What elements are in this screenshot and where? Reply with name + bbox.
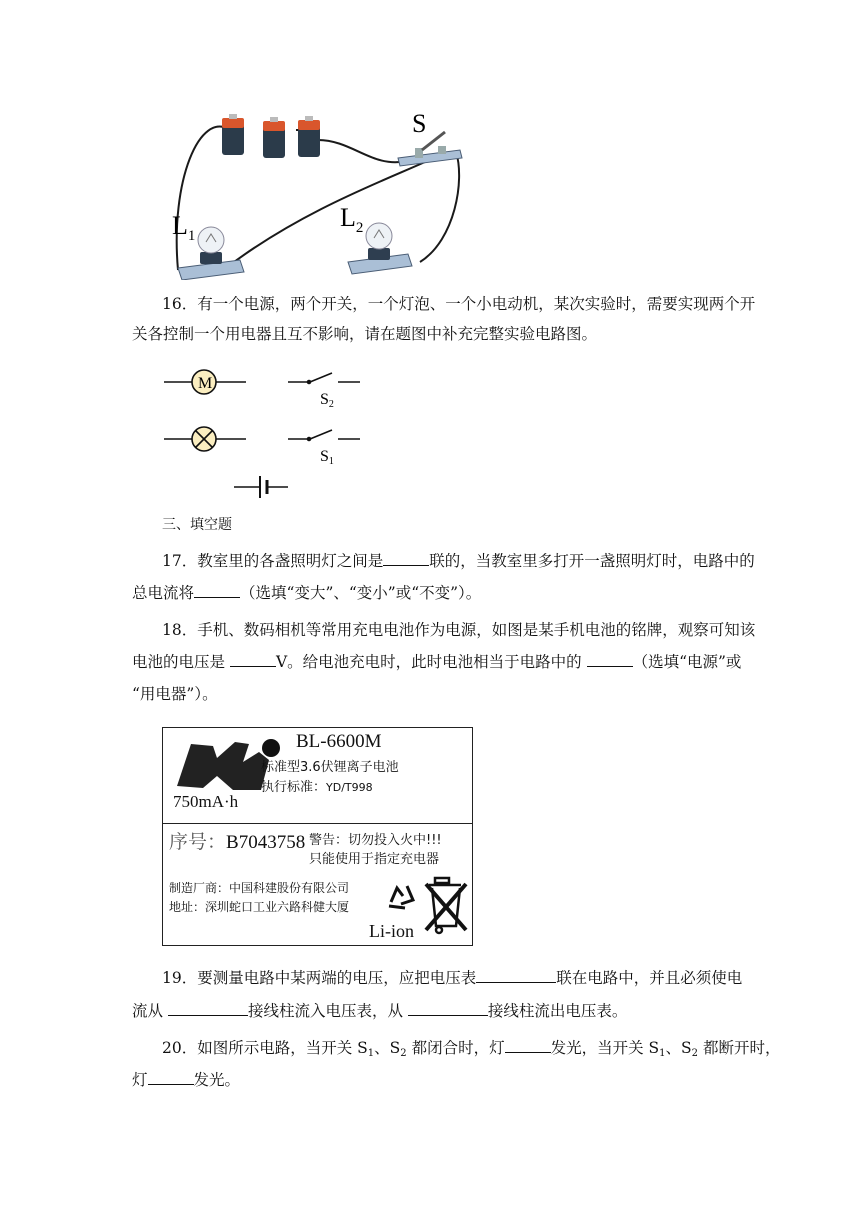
q18-line-1: 18．手机、数码相机等常用充电电池作为电源，如图是某手机电池的铭牌，观察可知该: [162, 621, 756, 639]
knife-switch: [398, 132, 462, 166]
answer-blank[interactable]: [383, 551, 429, 566]
circuit-photo-figure: [160, 100, 480, 280]
battery-serial: 序号：B7043758: [169, 832, 306, 853]
q18-line-2: 电池的电压是 V。给电池充电时，此时电池相当于电路中的 （选填“电源”或: [132, 653, 742, 671]
switch-2-label: S2: [320, 391, 334, 410]
battery-cell: [263, 117, 285, 158]
no-trash-bin-icon: [423, 874, 469, 940]
answer-blank[interactable]: [505, 1038, 551, 1053]
answer-blank[interactable]: [587, 652, 633, 667]
battery-model: BL-6600M: [296, 731, 382, 752]
q16-component-symbols: [160, 362, 380, 502]
answer-blank[interactable]: [148, 1070, 194, 1085]
q16-line-2: 关各控制一个用电器且互不影响，请在题图中补充完整实验电路图。: [132, 325, 598, 343]
answer-blank[interactable]: [194, 583, 240, 598]
nameplate-divider: [163, 823, 472, 824]
q20-line-2: 灯 发光。: [132, 1071, 241, 1089]
switch-label: S: [412, 109, 427, 138]
answer-blank[interactable]: [476, 968, 556, 983]
battery-standard: 执行标准：YD/T998: [261, 780, 373, 795]
switch-1-label: S1: [320, 448, 334, 467]
q19-line-2: 流从 接线柱流入电压表，从 接线柱流出电压表。: [132, 1002, 628, 1020]
lamp-1-label: $L_1$: [172, 211, 196, 244]
battery-warning-1: 警告：切勿投入火中!!!: [309, 833, 442, 848]
answer-blank[interactable]: [168, 1001, 248, 1016]
battery-type: Li-ion: [369, 921, 414, 941]
lamp-2-label: $L_2$: [340, 203, 364, 236]
q17-line-1: 17．教室里的各盏照明灯之间是 联的，当教室里多打开一盏照明灯时，电路中的: [162, 552, 755, 570]
answer-blank[interactable]: [408, 1001, 488, 1016]
battery-maker: 制造厂商：中国科建股份有限公司: [169, 881, 350, 895]
battery-cell: [298, 116, 320, 157]
battery-warning-2: 只能使用于指定充电器: [309, 852, 440, 867]
q17-line-2: 总电流将 （选填“变大”、“变小”或“不变”）。: [132, 584, 482, 602]
battery-capacity: 750mA·h: [173, 792, 239, 811]
q18-line-3: “用电器”）。: [132, 685, 218, 703]
answer-blank[interactable]: [230, 652, 276, 667]
battery-address: 地址：深圳蛇口工业六路科健大厦: [169, 900, 350, 914]
battery-description: 标准型3.6伏锂离子电池: [261, 760, 399, 775]
battery-nameplate: [162, 727, 473, 946]
section-title: 三、填空题: [162, 517, 232, 533]
recycle-icon: [383, 878, 419, 914]
battery-cell: [222, 114, 244, 155]
q20-line-1: 20．如图所示电路，当开关 $S_1$、$S_2$ 都闭合时，灯 发光，当开关 $S_1$、$S_2$ 都断开时，: [162, 1039, 781, 1059]
q16-line-1: 16．有一个电源，两个开关，一个灯泡、一个小电动机，某次实验时，需要实现两个开: [162, 295, 756, 313]
q19-line-1: 19．要测量电路中某两端的电压，应把电压表 联在电路中，并且必须使电: [162, 969, 743, 987]
motor-symbol-letter: M: [198, 375, 213, 392]
